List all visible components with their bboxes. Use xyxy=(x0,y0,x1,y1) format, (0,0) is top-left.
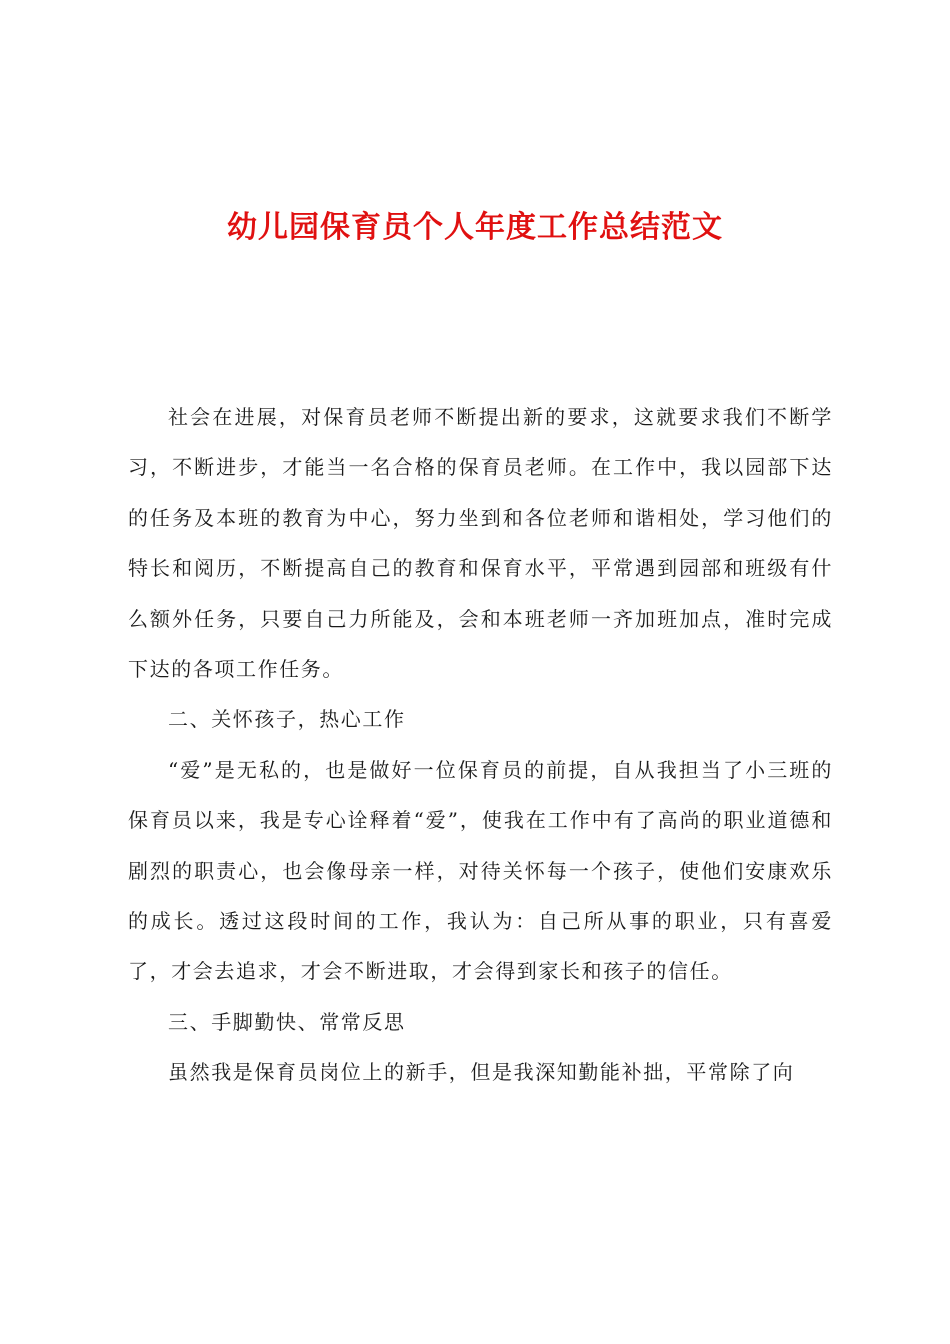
document-title: 幼儿园保育员个人年度工作总结范文 xyxy=(227,210,723,245)
paragraph-section-2: “爱”是无私的，也是做好一位保育员的前提，自从我担当了小三班的保育员以来，我是专心诠释着“爱”，使我在工作中有了高尚的职业道德和剧烈的职责心，也会像母亲一样，对待关怀每一个孩子，使他们安康欢乐的成长。透过这段时间的工作，我认为：自己所从事的职业，只有喜爱了，才会去追求，才会不断进取，才会得到家长和孩子的信任。 xyxy=(128,757,833,984)
paragraph-section-3: 虽然我是保育员岗位上的新手，但是我深知勤能补拙，平常除了向 xyxy=(168,1060,795,1085)
document-body xyxy=(128,392,833,1098)
paragraph-intro: 社会在进展，对保育员老师不断提出新的要求，这就要求我们不断学习，不断进步，才能当一名合格的保育员老师。在工作中，我以园部下达的任务及本班的教育为中心，努力坐到和各位老师和谐相处，学习他们的特长和阅历，不断提高自己的教育和保育水平，平常遇到园部和班级有什么额外任务，只要自己力所能及，会和本班老师一齐加班加点，准时完成下达的各项工作任务。 xyxy=(128,405,833,682)
section-heading-2: 二、关怀孩子，热心工作 xyxy=(168,707,406,732)
section-heading-3: 三、手脚勤快、常常反思 xyxy=(168,1009,406,1034)
